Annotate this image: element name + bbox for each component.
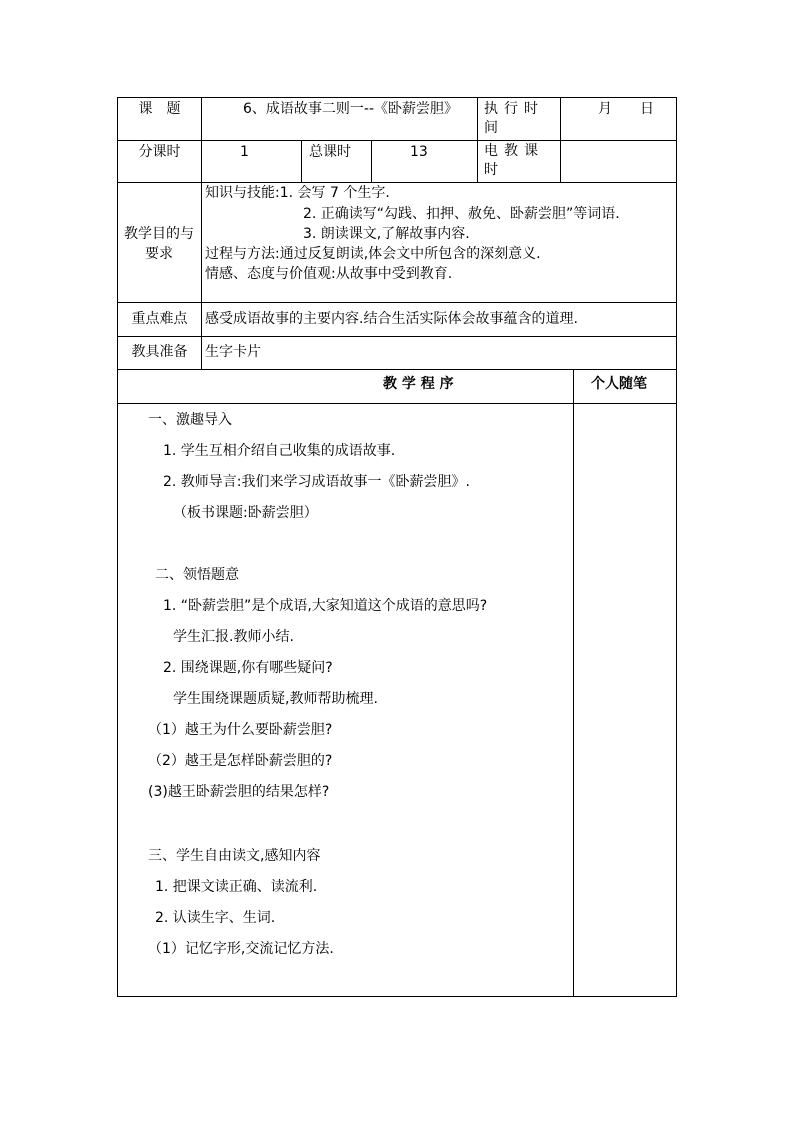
procedure-line: （1）记忆字形,交流记忆方法. bbox=[148, 941, 334, 957]
lesson-title: 6、成语故事二则一--《卧薪尝胆》 bbox=[243, 101, 459, 117]
goals-line: 2. 正确读写“勾践、扣押、赦免、卧薪尝胆”等词语. bbox=[303, 206, 620, 222]
focus-text: 感受成语故事的主要内容.结合生活实际体会故事蕴含的道理. bbox=[205, 311, 578, 327]
procedure-line: （2）越王是怎样卧薪尝胆的? bbox=[148, 753, 333, 769]
tools-text: 生字卡片 bbox=[205, 344, 261, 360]
col-divider bbox=[573, 369, 574, 997]
total-value: 13 bbox=[410, 144, 428, 160]
procedure-line: 2. 教师导言:我们来学习成语故事一《卧薪尝胆》. bbox=[163, 474, 470, 490]
row-divider bbox=[117, 403, 676, 404]
row-divider bbox=[117, 369, 676, 370]
procedure-heading: 教 学 程 序 bbox=[383, 376, 454, 392]
total-label: 总课时 bbox=[309, 144, 351, 160]
procedure-line: （1）越王为什么要卧薪尝胆? bbox=[148, 722, 333, 738]
procedure-line: 一、激趣导入 bbox=[148, 412, 232, 428]
procedure-line: （板书课题:卧薪尝胆） bbox=[173, 505, 318, 521]
procedure-line: 二、领悟题意 bbox=[155, 567, 239, 583]
procedure-line: 2. 认读生字、生词. bbox=[155, 910, 276, 926]
notes-heading: 个人随笔 bbox=[591, 376, 647, 392]
goals-line: 3. 朗读课文,了解故事内容. bbox=[303, 226, 470, 242]
date-value: 月 日 bbox=[598, 101, 654, 117]
procedure-line: (3)越王卧薪尝胆的结果怎样? bbox=[148, 784, 330, 800]
procedure-line: 1. “卧薪尝胆”是个成语,大家知道这个成语的意思吗? bbox=[163, 598, 488, 614]
goals-line: 知识与技能:1. 会写 7 个生字. bbox=[205, 185, 390, 201]
goals-label: 教学目的与要求 bbox=[124, 226, 194, 262]
period-value: 1 bbox=[240, 144, 249, 160]
goals-line: 情感、态度与价值观:从故事中受到教育. bbox=[205, 266, 453, 282]
procedure-line: 学生围绕课题质疑,教师帮助梳理. bbox=[173, 691, 378, 707]
procedure-line: 2. 围绕课题,你有哪些疑问? bbox=[163, 660, 333, 676]
procedure-line: 1. 把课文读正确、读流利. bbox=[155, 879, 318, 895]
table-border-left bbox=[117, 97, 118, 997]
table-border-right bbox=[676, 97, 677, 997]
col-divider bbox=[301, 140, 302, 182]
procedure-line: 1. 学生互相介绍自己收集的成语故事. bbox=[163, 443, 396, 459]
period-label: 分课时 bbox=[138, 144, 181, 160]
goals-line: 过程与方法:通过反复朗读,体会文中所包含的深刻意义. bbox=[205, 246, 541, 262]
col-divider bbox=[371, 140, 372, 182]
tools-label: 教具准备 bbox=[131, 344, 188, 360]
eteach-label: 电教课时 bbox=[484, 143, 544, 178]
col-divider bbox=[560, 97, 561, 182]
exec-time-label: 执行时间 bbox=[484, 101, 544, 136]
procedure-line: 三、学生自由读文,感知内容 bbox=[148, 848, 321, 864]
procedure-line: 学生汇报.教师小结. bbox=[173, 629, 294, 645]
focus-label: 重点难点 bbox=[131, 311, 188, 327]
col-divider bbox=[477, 97, 478, 182]
lesson-label: 课 题 bbox=[138, 101, 181, 117]
col-divider bbox=[201, 97, 202, 369]
table-border-bottom bbox=[117, 996, 676, 997]
